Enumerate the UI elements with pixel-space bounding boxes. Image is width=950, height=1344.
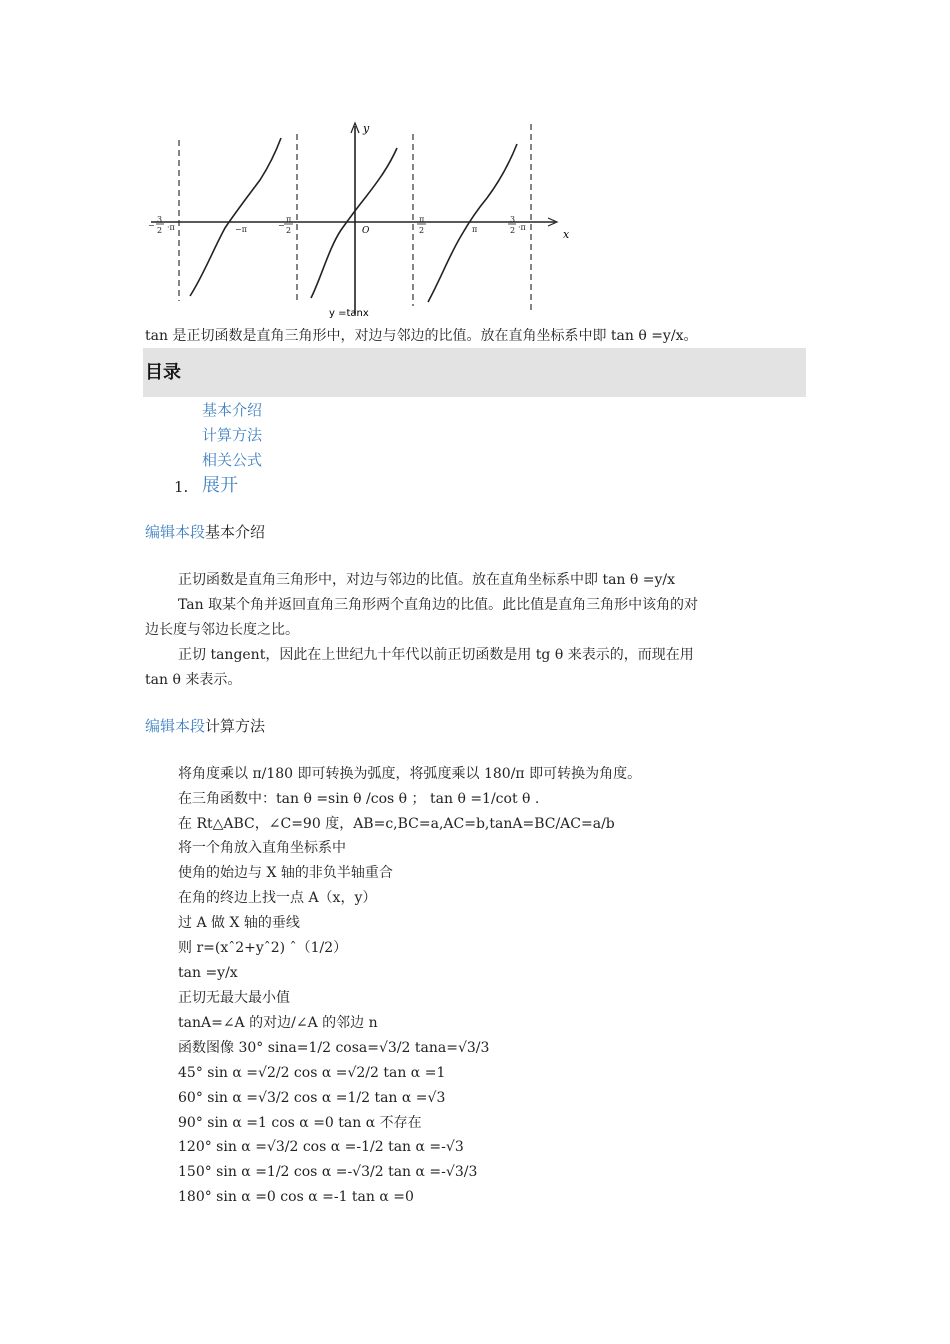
edit-section-link[interactable]: 编辑本段 [145, 717, 206, 735]
y-axis-label: y [363, 122, 370, 135]
svg-text:·π: ·π [518, 223, 526, 232]
tick-3-2-pi [508, 215, 526, 235]
calc-line: 使角的始边与 X 轴的非负半轴重合 [178, 865, 393, 881]
angle-values-line: 60° sin α =√3/2 cos α =1/2 tan α =√3 [178, 1090, 446, 1106]
paragraph-continued: tan θ 来表示。 [145, 672, 242, 688]
tick-neg-pi: −π [235, 225, 247, 234]
svg-text:π: π [286, 215, 292, 224]
paragraph: 正切函数是直角三角形中，对边与邻边的比值。放在直角坐标系中即 tan θ =y/x [178, 572, 676, 588]
svg-text:−: − [278, 221, 285, 230]
svg-text:2: 2 [286, 226, 292, 235]
calc-line: 在角的终边上找一点 A（x，y） [178, 890, 377, 906]
paragraph-continued: 边长度与邻边长度之比。 [145, 622, 299, 638]
tick-pi-half [417, 215, 426, 235]
tick-neg-3-2-pi [148, 215, 175, 235]
angle-values-line: 函数图像 30° sina=1/2 cosa=√3/2 tana=√3/3 [178, 1040, 490, 1056]
section-heading-calculation [145, 716, 265, 736]
paragraph: Tan 取某个角并返回直角三角形两个直角边的比值。此比值是直角三角形中该角的对 [178, 597, 699, 613]
toc-expand-link[interactable]: 展开 [202, 475, 238, 496]
tick-neg-pi-half [278, 215, 293, 235]
calc-line: tanA=∠A 的对边/∠A 的邻边 n [178, 1015, 378, 1031]
x-axis-label: x [563, 228, 570, 241]
toc-list-number: 1. [174, 478, 189, 496]
tangent-graph [143, 118, 583, 323]
svg-text:3: 3 [157, 215, 163, 224]
angle-values-line: 150° sin α =1/2 cos α =-√3/2 tan α =-√3/3 [178, 1164, 478, 1180]
paragraph: 正切 tangent，因此在上世纪九十年代以前正切函数是用 tg θ 来表示的，而现在用 [178, 647, 694, 663]
svg-text:2: 2 [510, 226, 516, 235]
edit-section-link[interactable]: 编辑本段 [145, 523, 206, 541]
calc-line: tan =y/x [178, 965, 238, 981]
angle-values-line: 180° sin α =0 cos α =-1 tan α =0 [178, 1189, 414, 1205]
origin-label: O [362, 226, 370, 236]
calc-line: 将一个角放入直角坐标系中 [178, 840, 346, 856]
section-title: 基本介绍 [205, 523, 266, 541]
calc-line: 正切无最大最小值 [178, 990, 290, 1006]
calc-line: 在 Rt△ABC，∠C=90 度，AB=c,BC=a,AC=b,tanA=BC/AC=a/b [178, 816, 615, 832]
svg-text:3: 3 [510, 215, 516, 224]
calc-line: 过 A 做 X 轴的垂线 [178, 915, 300, 931]
angle-values-line: 90° sin α =1 cos α =0 tan α 不存在 [178, 1115, 422, 1131]
svg-text:π: π [419, 215, 425, 224]
svg-text:·π: ·π [167, 223, 175, 232]
tan-branch [190, 138, 281, 296]
graph-caption: y =tanx [329, 308, 369, 319]
svg-text:2: 2 [157, 226, 163, 235]
angle-values-line: 45° sin α =√2/2 cos α =√2/2 tan α =1 [178, 1065, 446, 1081]
calc-line: 将角度乘以 π/180 即可转换为弧度，将弧度乘以 180/π 即可转换为角度。 [178, 766, 642, 782]
calc-line: 在三角函数中：tan θ =sin θ /cos θ ； tan θ =1/cot θ . [178, 791, 540, 807]
tan-branch [311, 148, 397, 298]
tan-branch [428, 144, 517, 302]
section-title: 计算方法 [205, 717, 266, 735]
tick-pi: π [472, 225, 478, 234]
toc-item-calculation[interactable]: 计算方法 [202, 426, 263, 444]
calc-line: 则 r=(xˆ2+yˆ2) ˆ（1/2） [178, 940, 348, 956]
svg-text:−: − [148, 221, 155, 230]
intro-text: tan 是正切函数是直角三角形中，对边与邻边的比值。放在直角坐标系中即 tan θ =y/x。 [145, 328, 698, 344]
section-heading-basic-intro [145, 522, 265, 542]
angle-values-line: 120° sin α =√3/2 cos α =-1/2 tan α =-√3 [178, 1139, 464, 1155]
toc-item-basic-intro[interactable]: 基本介绍 [202, 401, 263, 419]
toc-item-formulas[interactable]: 相关公式 [202, 451, 263, 469]
svg-text:2: 2 [419, 226, 425, 235]
toc-title: 目录 [143, 348, 806, 397]
